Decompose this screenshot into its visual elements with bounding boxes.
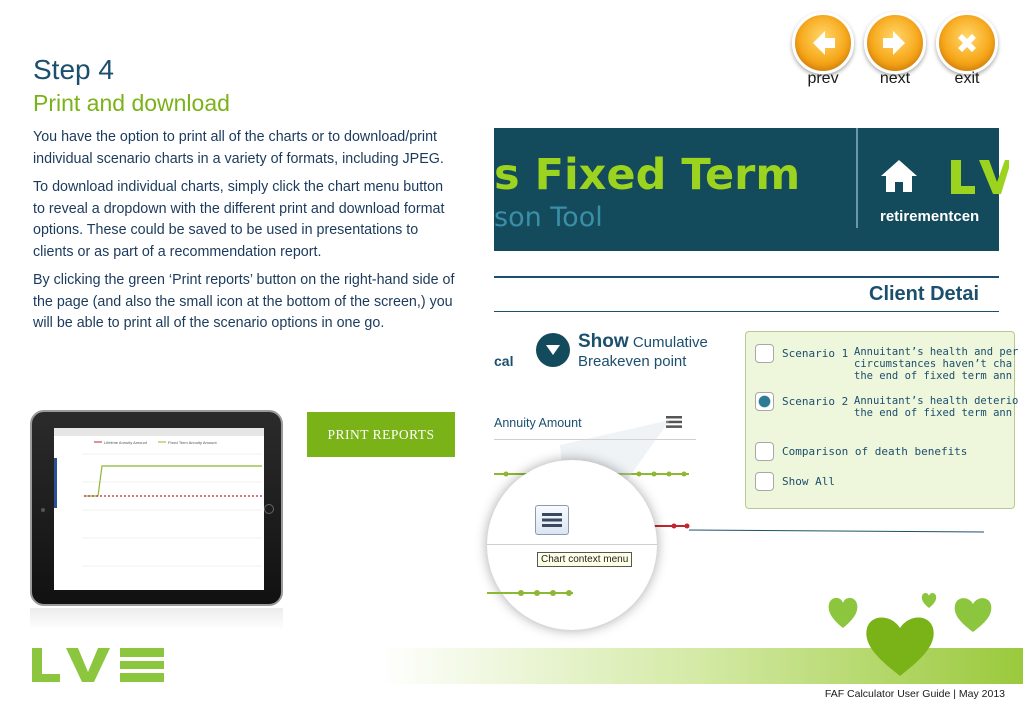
desc-line: the end of fixed term ann [854, 370, 1013, 382]
menu-icon [541, 512, 563, 528]
scenario-2-label: Scenario 2 [782, 395, 849, 408]
ipad-chart [54, 428, 264, 590]
chart-context-menu-button[interactable] [535, 505, 569, 535]
arrow-right-icon [864, 12, 926, 74]
client-details-heading: Client Detai [869, 283, 980, 305]
site-name: retirementcen [880, 208, 980, 225]
ipad-camera [41, 508, 45, 512]
prev-button[interactable] [790, 12, 856, 88]
scenario-2-option[interactable] [755, 392, 848, 411]
chart-title-fragment: Annuity Amount [494, 416, 582, 430]
chevron-down-icon[interactable] [536, 333, 570, 367]
home-icon[interactable] [879, 158, 919, 194]
footer-text: FAF Calculator User Guide | May 2013 [824, 688, 1005, 700]
banner-title: s Fixed Term [494, 150, 801, 200]
desc-line: Annuitant’s health and per [854, 346, 1019, 358]
scenario-1-description [854, 346, 1018, 382]
show-label-rest: Cumulative [632, 334, 708, 351]
show-label-bold: Show [578, 331, 629, 352]
banner-divider [856, 128, 858, 228]
print-reports-button[interactable]: PRINT REPORTS [307, 412, 455, 457]
next-button[interactable] [862, 12, 928, 88]
banner-subtitle: son Tool [494, 202, 603, 233]
legend-item-lifetime: Lifetime Annuity Amount [104, 440, 147, 445]
next-label: next [879, 70, 911, 87]
exit-button[interactable] [934, 12, 1000, 88]
navigation [790, 12, 1000, 88]
tab-fragment[interactable]: cal [494, 353, 514, 369]
paragraph-3: By clicking the green ‘Print reports’ button on the right-hand side of the page (and also the small icon at the bottom of the screen,) you will be able to print all of the scenario options in one go. [33, 272, 455, 331]
legend-item-fixed-term: Fixed Term Annuity Amount [168, 440, 217, 445]
divider [487, 544, 657, 545]
ipad-image [30, 410, 283, 606]
hearts-decoration [825, 590, 1000, 680]
paragraph-2: To download individual charts, simply click the chart menu button to reveal a dropdown with the different print and download format options. These could be saved to be used in presentations to clients or as part of a recommendation report. [33, 179, 445, 260]
page-title: Step 4 [33, 54, 114, 85]
close-icon [936, 12, 998, 74]
desc-line: the end of fixed term ann [854, 407, 1013, 419]
lv-logo [30, 644, 166, 684]
ipad-home-button [264, 504, 274, 514]
app-banner [494, 128, 999, 251]
paragraph-1: You have the option to print all of the charts or to download/print individual scenario charts in a variety of formats, including JPEG. [33, 129, 444, 167]
show-all-label: Show All [782, 475, 835, 488]
desc-line: circumstances haven’t cha [854, 358, 1013, 370]
arrow-left-icon [792, 12, 854, 74]
lv-logo-icon [949, 158, 1009, 196]
death-benefits-label: Comparison of death benefits [782, 445, 968, 458]
ipad-screen [54, 428, 264, 590]
show-breakeven-toggle[interactable] [578, 331, 708, 370]
scenario-1-checkbox[interactable] [755, 344, 774, 363]
scenario-1-option[interactable] [755, 344, 848, 363]
scenario-2-checkbox[interactable] [755, 392, 774, 411]
death-benefits-option[interactable] [755, 442, 967, 461]
show-label-line2: Breakeven point [578, 353, 687, 370]
divider [494, 276, 999, 278]
exit-label: exit [954, 70, 980, 87]
scenario-2-description [854, 395, 1018, 419]
scenario-1-label: Scenario 1 [782, 347, 849, 360]
ipad-reflection [30, 608, 283, 630]
prev-label: prev [807, 70, 839, 87]
instructions [33, 127, 458, 342]
tooltip: Chart context menu [537, 552, 632, 567]
chart-line-fragment [487, 588, 657, 598]
divider [494, 311, 999, 312]
magnifier-callout [487, 460, 657, 630]
desc-line: Annuitant’s health deterio [854, 395, 1019, 407]
page-subtitle: Print and download [33, 90, 230, 116]
